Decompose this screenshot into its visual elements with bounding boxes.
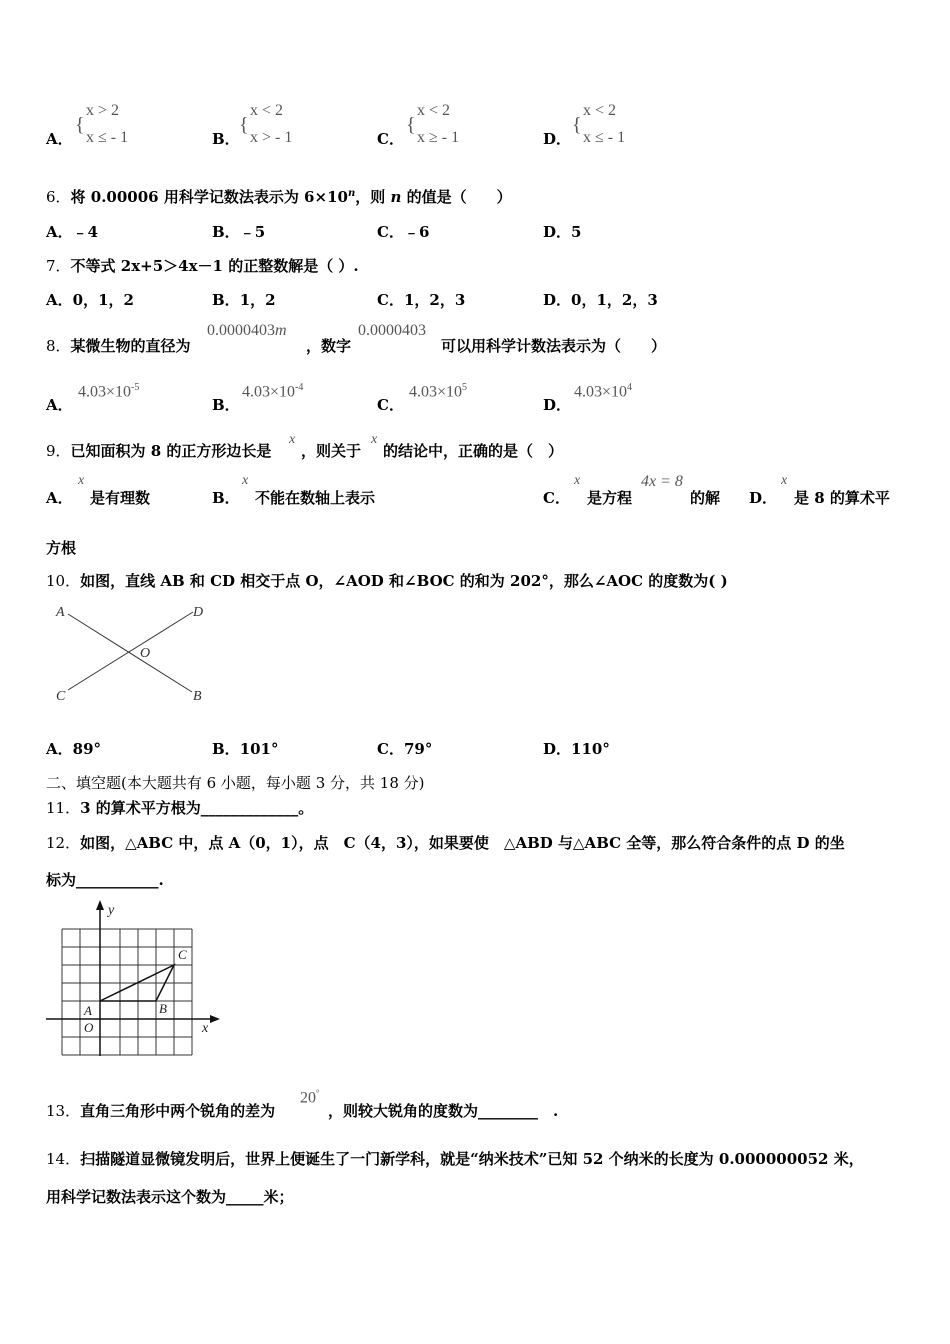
option-label: A． [46,223,73,241]
q7-stem [46,255,359,276]
option-value: 89° [72,740,102,758]
option-label: A． [46,740,73,758]
label-c: C [178,947,187,962]
x-axis-arrow-icon [210,1015,220,1023]
q8-math-a-unit: m [275,322,287,339]
q13-math-num: 20 [300,1089,316,1107]
q9-option-b-label: B． [212,489,240,507]
q8-option-a-label: A． [46,396,73,414]
q13-text-b: ，则较大锐角的度数为________ . [328,1102,559,1120]
q14-stem [46,1148,864,1169]
q5-option-d [543,128,571,149]
q5-a-bottom: x ≤ - 1 [86,129,129,146]
q9-text-a: 已知面积为 8 的正方形边长是 [70,442,272,460]
q7-option-b [212,289,276,310]
option-label: A． [46,130,73,148]
q9-option-b-var: x [242,473,249,488]
label-b: B [193,689,202,704]
option-value: 101° [239,740,279,758]
brace-icon: { [572,114,582,136]
q9-option-a-label: A． [46,489,73,507]
q9-option-d-text: 是 8 的算术平 [794,489,890,507]
q5-option-c [377,128,404,149]
q11-stem [46,797,313,818]
q13-text-a-line [46,1100,275,1121]
q12-text: 如图，△ABC 中，点 A（0，1），点 C（4，3），如果要使 △ABD 与△ABC 全等，那么符合条件的点 D 的坐 [80,834,845,852]
option-value: ﹣4 [72,223,99,241]
q9-option-a-text: 是有理数 [90,489,151,507]
option-value: ﹣5 [239,223,266,241]
question-number: 6． [46,188,71,206]
option-label: D． [543,291,572,309]
q5-d-bottom: x ≤ - 1 [583,129,626,146]
q7-option-d [543,289,658,310]
q5-c-top: x < 2 [417,102,451,119]
q6-text-b: ，则 [355,188,391,206]
q12-stem [46,832,845,853]
label-a: A [56,605,65,620]
label-c: C [56,689,66,704]
q7-option-a [46,289,134,310]
q14-wrap: 用科学记数法表示这个数为_____米； [46,1188,294,1206]
line-cd [68,612,193,690]
q9-var-2: x [371,432,378,447]
option-label: C． [377,291,404,309]
q11-text: 3 的算术平方根为_____________。 [80,799,314,817]
q6-text-a: 将 0.00006 用科学记数法表示为 6×10 [70,188,348,206]
q8-math-b: 0.0000403 [358,322,426,339]
q7-text: 不等式 2x+5＞4x－1 的正整数解是（ ）. [70,257,359,275]
q5-b-bottom: x > - 1 [250,129,293,146]
question-number: 8． [46,337,71,355]
q9-option-d-label: D． [749,489,778,507]
q14-text: 扫描隧道显微镜发明后，世界上便诞生了一门新学科，就是“纳米技术”已知 52 个纳米的长度为 0.000000052 米， [80,1150,864,1168]
option-exp: -5 [131,382,140,393]
q8-option-b-value [242,382,303,401]
label-a: A [84,1003,92,1018]
q9-option-c-var: x [574,473,581,488]
q6-option-b [212,221,265,242]
section-title: 二、填空题(本大题共有 6 小题，每小题 3 分，共 18 分) [46,774,425,792]
q10-option-a [46,738,101,759]
q5-d-top: x < 2 [583,102,617,119]
brace-icon: { [406,114,416,136]
q13-math [300,1088,320,1107]
q8-math-a [207,322,287,340]
q8-text-a: 某微生物的直径为 [70,337,191,355]
q6-text-c: 的值是（ ） [401,188,512,206]
q10-option-b [212,738,279,759]
q9-option-c-label: C． [543,489,570,507]
option-label: D． [543,740,572,758]
q9-option-d-wrap: 方根 [46,539,77,557]
q6-stem [46,186,512,207]
question-number: 11． [46,799,81,817]
q8-text-a-line [46,335,191,356]
question-number: 12． [46,834,81,852]
q6-option-c [377,221,429,242]
option-value: 0，1，2 [72,291,134,309]
q8-option-c-value [409,382,467,401]
question-number: 13． [46,1102,81,1120]
q6-option-d [543,221,581,242]
q9-option-d-var: x [781,473,788,488]
q6-var: n [390,188,402,206]
q9-option-c-text-a: 是方程 [587,489,633,507]
option-label: D． [543,223,572,241]
q13-degree-sup: ° [316,1088,320,1098]
grid-lines [62,929,192,1055]
option-value: 1，2 [239,291,276,309]
option-label: D． [543,130,572,148]
line-ab [68,614,192,692]
q8-text-b: ，数字 [306,337,352,355]
q8-option-d-value [574,382,632,401]
q5-option-b [212,128,240,149]
q9-option-a-var: x [78,473,85,488]
q9-option-c-math: 4x = 8 [641,473,683,490]
q9-text-c: 的结论中，正确的是（ ） [383,442,564,460]
option-value: 110° [571,740,610,758]
option-exp: -4 [295,382,304,393]
brace-icon: { [239,114,249,136]
q8-text-c: 可以用科学计数法表示为（ ） [441,337,667,355]
q10-text: 如图，直线 AB 和 CD 相交于点 O，∠AOD 和∠BOC 的和为 202°，那么∠AOC 的度数为( ) [80,572,728,590]
axis-label-y: y [108,903,115,918]
q8-option-c-label: C． [377,396,404,414]
option-base: 4.03×10 [242,383,296,401]
question-number: 7． [46,257,71,275]
q5-c-bottom: x ≥ - 1 [417,129,460,146]
option-base: 4.03×10 [409,383,463,401]
option-label: B． [212,130,240,148]
option-label: C． [377,740,404,758]
label-d: D [193,605,204,620]
q8-option-a-value [78,382,139,401]
option-label: B． [212,291,240,309]
option-value: ﹣6 [403,223,430,241]
q12-grid-figure [44,896,224,1060]
axis-label-x: x [202,1021,209,1036]
q6-sup: n [347,188,356,199]
q8-option-b-label: B． [212,396,240,414]
q8-option-d-label: D． [543,396,572,414]
option-exp: 5 [462,382,468,393]
q5-b-top: x < 2 [250,102,284,119]
q12-wrap: 标为___________. [46,871,164,889]
y-axis-arrow-icon [96,900,104,910]
q10-figure [50,598,220,708]
question-number: 10． [46,572,81,590]
option-base: 4.03×10 [78,383,132,401]
q9-option-b-text: 不能在数轴上表示 [255,489,376,507]
q10-stem [46,570,728,591]
option-label: B． [212,740,240,758]
q9-text-b: ，则关于 [301,442,362,460]
option-value: 1，2，3 [403,291,466,309]
option-label: A． [46,291,73,309]
q5-a-top: x > 2 [86,102,120,119]
option-label: B． [212,223,240,241]
q6-option-a [46,221,98,242]
brace-icon: { [75,114,85,136]
option-exp: 4 [627,382,633,393]
option-label: C． [377,130,404,148]
label-b: B [159,1001,167,1016]
option-label: C． [377,223,404,241]
option-base: 4.03×10 [574,383,628,401]
q9-var-1: x [289,432,296,447]
q13-text-a: 直角三角形中两个锐角的差为 [80,1102,276,1120]
q10-option-c [377,738,432,759]
option-value: 5 [571,223,582,241]
question-number: 9． [46,442,71,460]
q7-option-c [377,289,465,310]
question-number: 14． [46,1150,81,1168]
label-o: O [84,1020,94,1035]
q10-option-d [543,738,610,759]
q9-option-c-text-b: 的解 [690,489,721,507]
q9-text-a-line [46,440,271,461]
label-o: O [140,646,151,661]
q5-option-a [46,128,73,149]
q8-math-a-num: 0.0000403 [207,322,275,339]
option-value: 0，1，2，3 [571,291,658,309]
option-value: 79° [403,740,433,758]
